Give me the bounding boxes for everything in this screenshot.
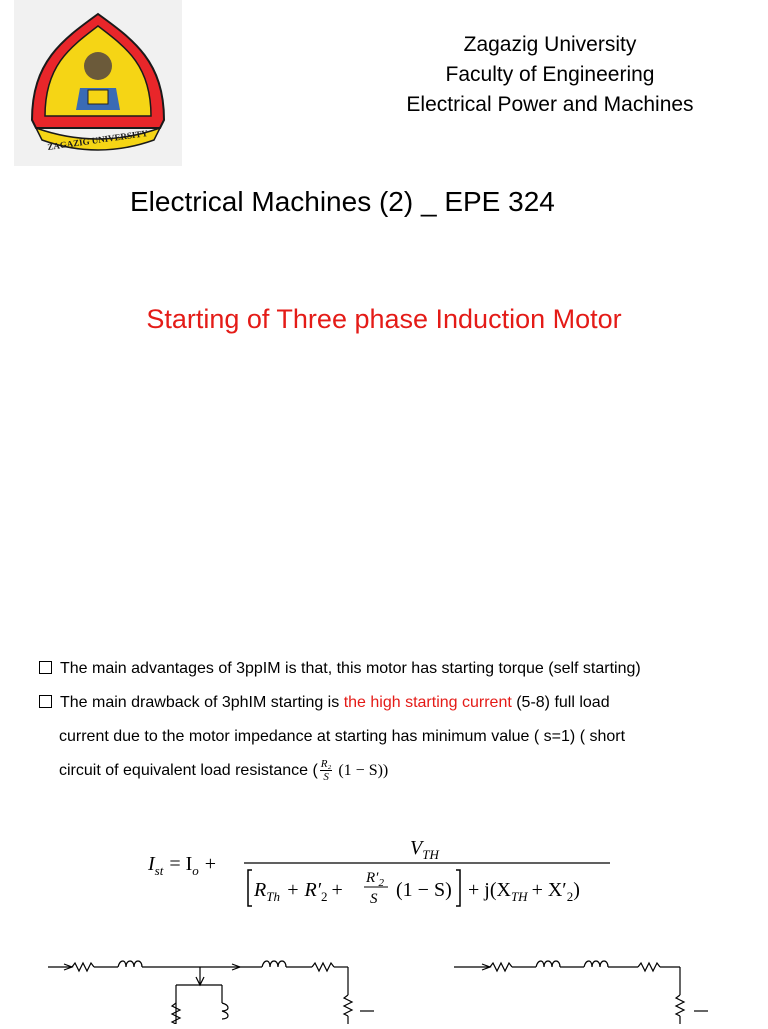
zagazig-university-seal <box>14 0 182 166</box>
svg-text:(1 − S): (1 − S) <box>396 879 452 901</box>
equivalent-circuit-diagrams <box>0 945 768 1029</box>
circuit-figure <box>0 945 768 1024</box>
inline-fraction: $\frac{\text{R₂}}{S}$ <box>320 758 332 784</box>
bullet-text: The main advantages of 3ppIM is that, this motor has starting torque (self starting) <box>60 660 641 677</box>
bullet-continuation: current due to the motor impedance at starting has minimum value ( s=1) ( short <box>59 728 626 745</box>
university-name: Zagazig University <box>463 33 637 56</box>
svg-text:RTh+ R′2+: $R_{Th} + R'_2$ + <box>254 879 343 904</box>
bullet-text: The main drawback of 3phIM starting is <box>60 694 344 711</box>
bullet-continuation: circuit of equivalent load resistance ( $\frac{\text{R₂}}{S}$ (1 − S)) <box>59 758 389 784</box>
checkbox-bullet-icon <box>39 661 52 674</box>
department-name: Electrical Power and Machines <box>406 93 694 116</box>
bullet-advantages <box>36 652 730 686</box>
checkbox-bullet-icon <box>39 695 52 708</box>
bullet-drawback <box>36 686 730 720</box>
topic-title: Starting of Three phase Induction Motor <box>146 304 622 334</box>
highlight-text: the high starting current <box>343 694 512 711</box>
institution-header <box>380 30 720 120</box>
svg-text:R′2: $R'_2$ <box>366 870 384 889</box>
bullet-text: (5-8) full load <box>511 694 610 711</box>
svg-text:S: S <box>370 891 378 907</box>
university-logo <box>14 0 182 166</box>
course-title: Electrical Machines (2) _ EPE 324 <box>130 186 555 217</box>
svg-text:Ist= Io+: $I_{st} = I_o$ + <box>148 853 217 878</box>
svg-text:VTH: $V_{TH}$ <box>410 837 439 862</box>
bullet-list <box>36 652 730 788</box>
starting-current-equation <box>148 832 618 912</box>
faculty-name: Faculty of Engineering <box>445 63 655 86</box>
svg-text:+ j(XTH+ X′2): + $j(X_{TH} + X'_2)$ <box>468 879 580 904</box>
svg-text:ZAGAZIG UNIVERSITY: ZAGAZIG UNIVERSITY <box>46 128 149 153</box>
